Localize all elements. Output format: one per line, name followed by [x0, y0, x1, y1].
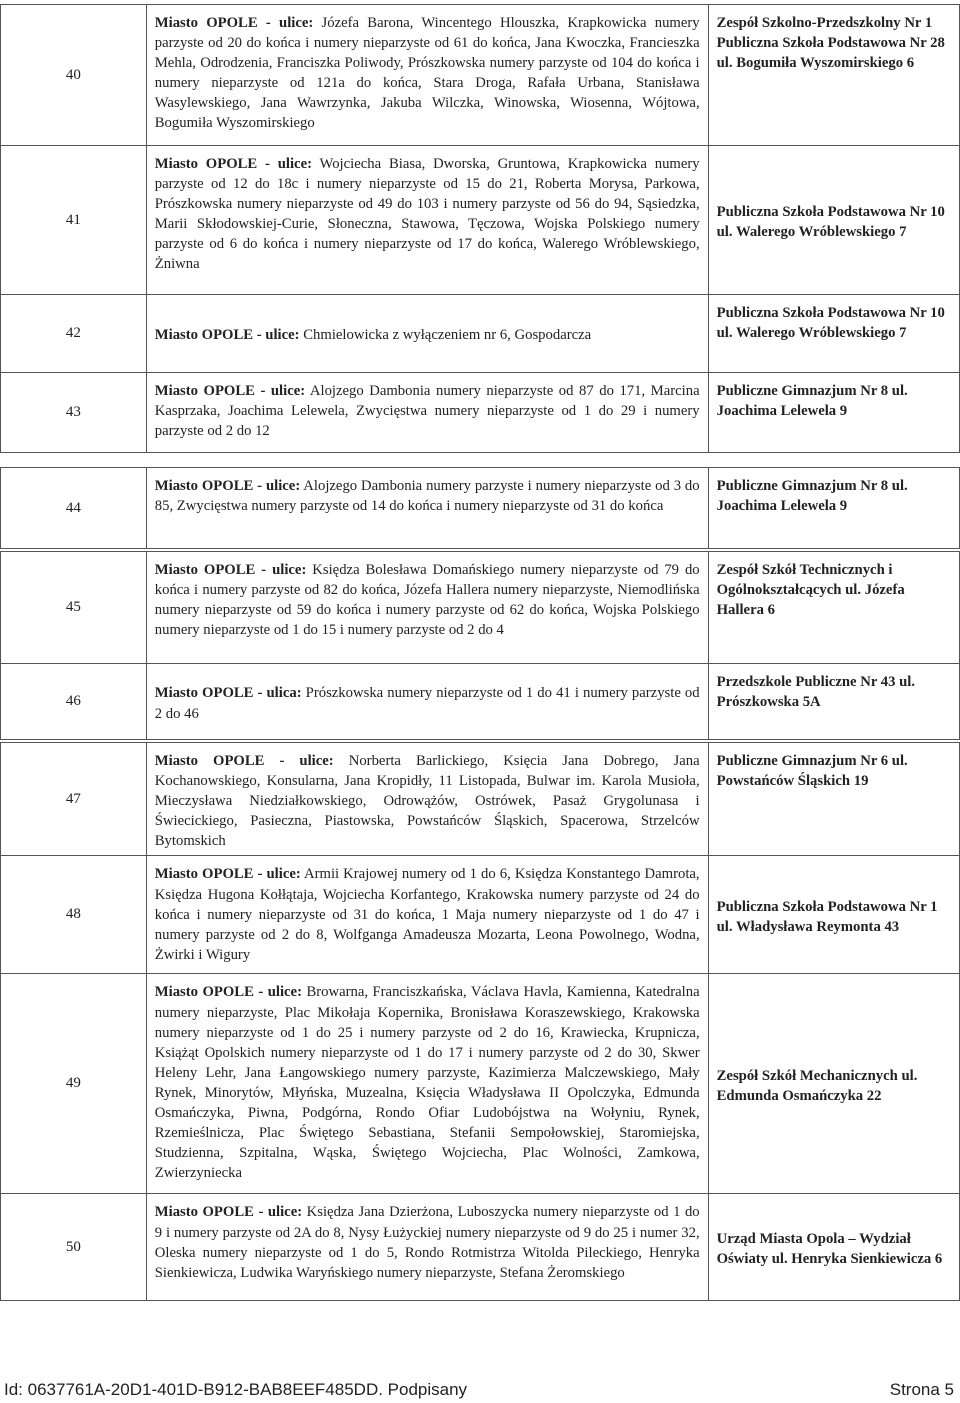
school-cell: Przedszkole Publiczne Nr 43 ul. Prószkowska 5A [708, 664, 959, 740]
city-label: Miasto OPOLE - ulice: [154, 478, 301, 494]
row-number: 47 [1, 743, 147, 856]
school-cell: Publiczna Szkoła Podstawowa Nr 10 ul. Walerego Wróblewskiego 7 [708, 146, 959, 295]
school-cell: Publiczne Gimnazjum Nr 8 ul. Joachima Lelewela 9 [708, 373, 959, 453]
city-label: Miasto OPOLE - ulice: [154, 753, 334, 769]
streets-cell [146, 743, 708, 856]
row-number: 50 [1, 1194, 147, 1301]
streets-cell [146, 468, 708, 549]
row-number: 40 [1, 5, 147, 146]
row-number: 48 [1, 856, 147, 974]
streets-text: Józefa Barona, Wincentego Hlouszka, Krapkowicka numery parzyste od 20 do końca i numery nieparzyste od 61 do końca, Jana Kwoczka, Francieszka Mehla, Odrodzenia, Franciszka Poliwody, Prószkowska numery parzyste od 104 do końca i numery nieparzyste od 121a do końca, Stara Droga, Rafała Urbana, Stanisława Wasylewskiego, Jana Wawrzynka, Jakuba Wilczka, Winowska, Wiosenna, Wójtowa, Bogumiła Wyszomirskiego [154, 15, 700, 132]
table-row [1, 1194, 960, 1301]
city-label: Miasto OPOLE - ulice: [154, 984, 302, 1001]
streets-cell [146, 373, 708, 453]
row-number: 49 [1, 974, 147, 1194]
city-label: Miasto OPOLE - ulice: [154, 1204, 303, 1221]
city-label: Miasto OPOLE - ulice: [154, 15, 314, 31]
streets-cell [146, 1194, 708, 1301]
school-cell: Zespół Szkół Mechanicznych ul. Edmunda Osmańczyka 22 [708, 974, 959, 1194]
streets-text: Armii Krajowej numery od 1 do 6, Księdza Konstantego Damrota, Księdza Hugona Kołłątaja, Wojciecha Korfantego, Krakowska numery parzyste od 24 do końca i numery nieparzyste od 31 do końca, 1 Maja numery nieparzyste od 1 do 47 i numery parzyste od 2 do 8, Wolfganga Amadeusza Mozarta, Leona Powolnego, Wodna, Żwirki i Wigury [154, 866, 700, 963]
city-label: Miasto OPOLE - ulica: [154, 685, 302, 702]
page-footer [0, 1378, 960, 1403]
table-row [1, 856, 960, 974]
city-label: Miasto OPOLE - ulice: [154, 866, 301, 883]
table-row [1, 295, 960, 373]
table-row [1, 664, 960, 740]
school-cell: Zespół Szkół Technicznych i Ogólnokształcących ul. Józefa Hallera 6 [708, 552, 959, 664]
streets-text: Alojzego Dambonia numery parzyste i numery nieparzyste od 3 do 85, Zwycięstwa numery parzyste od 14 do końca i numery nieparzyste od 31 do końca [154, 478, 700, 515]
row-number: 46 [1, 664, 147, 740]
city-label: Miasto OPOLE - ulice: [154, 327, 300, 344]
city-label: Miasto OPOLE - ulice: [154, 383, 306, 399]
table-group-4 [0, 742, 960, 1301]
streets-text: Browarna, Franciszkańska, Václava Havla, Kamienna, Katedralna numery nieparzyste, Plac Mikołaja Kopernika, Bronisława Koraszewskiego, Krakowska numery nieparzyste od 1 do 25 i numery parzyste od 2 do 16, Krawiecka, Krupnicza, Książąt Opolskich numery nieparzyste od 1 do 17 i numery parzyste od 2 do 30, Skwer Heleny Lehr, Jana Łangowskiego numery parzyste, Kazimierza Malczewskiego, Mały Rynek, Minorytów, Młyńska, Muzealna, Księcia Władysława II Opolczyka, Edmunda Osmańczyka, Piwna, Podgórna, Rondo Ofiar Ludobójstwa na Wołyniu, Rynek, Rzemieślnicza, Plac Świętego Sebastiana, Stefanii Sempołowskiej, Staromiejska, Studzienna, Szpitalna, Wąska, Świętego Wojciecha, Plac Wolności, Zamkowa, Zwierzyniecka [154, 984, 700, 1182]
streets-text: Norberta Barlickiego, Księcia Jana Dobrego, Jana Kochanowskiego, Konsularna, Jana Kropidły, 11 Listopada, Bulwar im. Karola Musioła, Mieczysława Niedziałkowskiego, Odrowążów, Ostrówek, Pasaż Grygolunasa i Świecickiego, Pasieczna, Piastowska, Powstańców Śląskich, Spacerowa, Strzelców Bytomskich [154, 753, 700, 850]
row-number: 44 [1, 468, 147, 549]
city-label: Miasto OPOLE - ulice: [154, 156, 312, 172]
table-group-3 [0, 551, 960, 740]
table-row [1, 373, 960, 453]
streets-cell [146, 664, 708, 740]
table-group-1 [0, 4, 960, 453]
table-row [1, 743, 960, 856]
table-row [1, 5, 960, 146]
school-cell: Publiczna Szkoła Podstawowa Nr 1 ul. Władysława Reymonta 43 [708, 856, 959, 974]
school-cell: Publiczne Gimnazjum Nr 8 ul. Joachima Lelewela 9 [708, 468, 959, 549]
row-number: 45 [1, 552, 147, 664]
table-row [1, 974, 960, 1194]
school-cell: Urząd Miasta Opola – Wydział Oświaty ul. Henryka Sienkiewicza 6 [708, 1194, 959, 1301]
streets-text: Chmielowicka z wyłączeniem nr 6, Gospodarcza [303, 327, 592, 344]
school-cell: Publiczne Gimnazjum Nr 6 ul. Powstańców Śląskich 19 [708, 743, 959, 856]
row-number: 41 [1, 146, 147, 295]
table-group-2 [0, 467, 960, 549]
city-label: Miasto OPOLE - ulice: [154, 562, 307, 578]
streets-cell [146, 856, 708, 974]
streets-cell [146, 146, 708, 295]
streets-cell [146, 295, 708, 373]
table-row [1, 552, 960, 664]
page-number: Strona 5 [889, 1380, 954, 1399]
school-cell: Zespół Szkolno-Przedszkolny Nr 1 Publiczna Szkoła Podstawowa Nr 28 ul. Bogumiła Wyszomirskiego 6 [708, 5, 959, 146]
streets-text: Księdza Jana Dzierżona, Luboszycka numery nieparzyste od 1 do 9 i numery parzyste od 2A do 8, Nysy Łużyckiej numery nieparzyste od 9 do 25 i numer 32, Oleska numery nieparzyste od 1 do 5, Rondo Rotmistrza Witolda Pileckiego, Henryka Sienkiewicza, Ludwika Waryńskiego numery nieparzyste, Stefana Żeromskiego [154, 1204, 700, 1281]
streets-text: Księdza Bolesława Domańskiego numery nieparzyste od 79 do końca i numery parzyste od 82 do końca, Józefa Hallera numery nieparzyste, Niemodlińska numery nieparzyste od 59 do końca i numery parzyste od 62 do końca, Wojska Polskiego numery nieparzyste od 1 do 15 i numery parzyste od 2 do 4 [154, 562, 700, 639]
streets-text: Alojzego Dambonia numery nieparzyste od 87 do 171, Marcina Kasprzaka, Joachima Lelewela, Zwycięstwa numery nieparzyste od 1 do 29 i numery parzyste od 2 do 12 [154, 383, 700, 440]
streets-text: Wojciecha Biasa, Dworska, Gruntowa, Krapkowicka numery parzyste od 12 do 18c i numery nieparzyste od 15 do 21, Roberta Morysa, Parkowa, Prószkowska numery nieparzyste od 49 do 103 i numery parzyste od 56 do 94, Sąsiedzka, Marii Skłodowskiej-Curie, Słoneczna, Stawowa, Tęczowa, Wojska Polskiego numery parzyste od 6 do końca i numery nieparzyste od 17 do końca, Walerego Wróblewskiego, Żniwna [154, 156, 700, 273]
streets-cell [146, 552, 708, 664]
streets-text: Prószkowska numery nieparzyste od 1 do 41 i numery parzyste od 2 do 46 [154, 685, 700, 722]
table-row [1, 468, 960, 549]
row-number: 42 [1, 295, 147, 373]
school-cell: Publiczna Szkoła Podstawowa Nr 10 ul. Walerego Wróblewskiego 7 [708, 295, 959, 373]
table-row [1, 146, 960, 295]
streets-cell [146, 974, 708, 1194]
streets-cell [146, 5, 708, 146]
document-id: Id: 0637761A-20D1-401D-B912-BAB8EEF485DD. Podpisany [4, 1380, 468, 1399]
row-number: 43 [1, 373, 147, 453]
